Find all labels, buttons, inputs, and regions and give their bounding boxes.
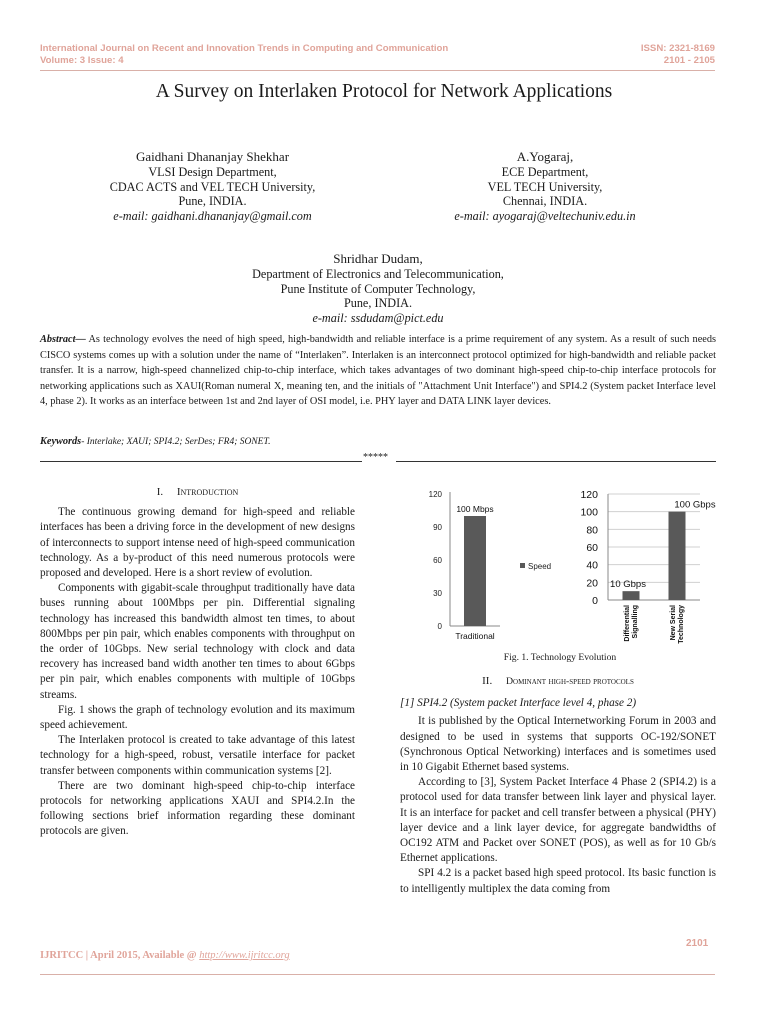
paragraph: The Interlaken protocol is created to take advantage of this latest technology for a high-speed, robust, versatile interface for packet transfer between components within communication systems [2]. <box>40 734 355 777</box>
page-number: 2101 <box>686 938 709 949</box>
footer <box>40 950 290 961</box>
author-email: e-mail: ayogaraj@veltechuniv.edu.in <box>454 209 636 224</box>
chart-serial-technology <box>580 489 715 644</box>
legend-swatch <box>520 563 525 568</box>
section-heading-1 <box>40 485 355 500</box>
x-tick-label <box>624 605 639 642</box>
paper-title: A Survey on Interlaken Protocol for Network Applications <box>155 81 613 102</box>
figure-caption: Fig. 1. Technology Evolution <box>503 652 617 663</box>
abstract-text: As technology evolves the need of high speed, high-bandwidth and reliable interface is a prime requirement of any system. As a result of such needs CISCO systems comes up with a solution under the name of “Interlaken”. Interlaken is an interconnect protocol optimized for high-bandwidth and reliable packet transfer. It is a narrow, high-speed channelized chip-to-chip interface, which takes advantages of two dominant high-speed chip-to-chip interface protocols for networking applications such as XAUI(Roman numeral X, meaning ten, and the initials of "Attachment Unit Interface") and SPI4.2 (System packet Interface level 4, phase 2). It works as an interface between 1st and 2nd layer of OSI model, i.e. PHY layer and DATA LINK layer devices. <box>40 334 716 408</box>
y-tick-label: 40 <box>586 559 598 572</box>
data-label: 10 Gbps <box>610 579 646 591</box>
bar <box>623 591 640 600</box>
author-name: Shridhar Dudam, <box>333 251 423 266</box>
y-tick-label: 0 <box>437 622 442 631</box>
x-tick-label-line: Differential <box>624 605 631 642</box>
keywords <box>40 436 270 447</box>
y-tick-label: 60 <box>586 542 598 554</box>
author-block-1 <box>70 150 355 224</box>
y-tick-label: 0 <box>592 595 598 607</box>
author-affiliation: Pune, INDIA. <box>343 296 413 311</box>
legend-label: Speed <box>528 562 552 571</box>
author-affiliation: Chennai, INDIA. <box>502 194 588 209</box>
author-affiliation: ECE Department, <box>501 164 589 179</box>
subsection-heading: [1] SPI4.2 (System packet Interface level 4, phase 2) <box>400 697 637 710</box>
section-title: Introduction <box>176 486 239 498</box>
journal-link[interactable]: http://www.ijritcc.org <box>199 950 290 961</box>
paragraph: SPI 4.2 is a packet based high speed protocol. Its basic function is to intelligently multiplex the data coming from <box>400 867 716 895</box>
paragraph: The continuous growing demand for high-speed and reliable interfaces has been a driving force in the development of new designs of interconnects to support intense need of high-speed communication technology. As a by-product of this need numerous protocols were proposed and developed. Here is a short review of evolution. <box>40 506 355 580</box>
figure-1-charts <box>400 482 720 650</box>
issn: ISSN: 2321-8169 <box>640 43 715 54</box>
y-tick-label: 30 <box>433 589 442 598</box>
separator-line-left <box>40 461 362 462</box>
separator-line-right <box>396 461 716 462</box>
x-tick-label-line: New Serial <box>670 605 677 641</box>
paragraph: Components with gigabit-scale throughput traditionally have data buses running about 100Mbps per pin. Differential signaling technology has increased this bandwidth almost ten times, to about 800Mbps per pin pair, which enables components with throughput on the order of 10Gbps. New serial technology with clock and data recovery has increased band width another ten times to about 6Gbps per pin pair, which enables components with multiple of 10Gbps streams. <box>40 582 355 701</box>
y-tick-label: 90 <box>433 523 442 532</box>
author-affiliation: Department of Electronics and Telecommunication, <box>252 266 504 281</box>
section-heading-2 <box>400 674 716 689</box>
right-column <box>400 674 716 897</box>
x-tick-label-line: Signalling <box>632 605 639 639</box>
y-tick-label: 120 <box>580 489 598 501</box>
keywords-text: - Interlake; XAUI; SPI4.2; SerDes; FR4; SONET. <box>81 437 271 447</box>
author-email: e-mail: ssdudam@pict.edu <box>312 311 444 326</box>
author-block-2 <box>430 150 660 224</box>
y-tick-label: 120 <box>428 490 442 499</box>
bar <box>669 512 686 600</box>
page-range: 2101 - 2105 <box>663 55 715 66</box>
author-affiliation: Pune, INDIA. <box>178 194 247 209</box>
author-block-3 <box>200 252 556 326</box>
data-label: 100 Gbps <box>674 499 716 511</box>
y-tick-label: 20 <box>586 577 598 590</box>
paragraph: According to [3], System Packet Interface 4 Phase 2 (SPI4.2) is a protocol used for data transfer between link layer and physical layer. It is an interface for packet and cell transfer between a physical (PHY) layer device and a link layer device, for aggregate bandwidths of OC192 ATM and Packet over SONET (POS), as well as for 10 Gb/s Ethernet applications. <box>400 776 716 865</box>
x-tick-label-line: Technology <box>678 605 685 644</box>
y-tick-label: 100 <box>580 506 598 519</box>
author-affiliation: VEL TECH University, <box>487 179 603 194</box>
paragraph: Fig. 1 shows the graph of technology evolution and its maximum speed achievement. <box>40 703 355 732</box>
bar <box>464 516 486 626</box>
data-label: 100 Mbps <box>456 504 494 514</box>
section-number: II. <box>482 675 493 687</box>
author-affiliation: Pune Institute of Computer Technology, <box>280 281 476 296</box>
x-tick-label: Traditional <box>455 631 495 641</box>
section-title: Dominant high-speed protocols <box>505 676 634 687</box>
journal-name: International Journal on Recent and Innovation Trends in Computing and Communication <box>40 43 449 54</box>
keywords-label: Keywords <box>40 436 82 447</box>
y-tick-label: 80 <box>586 524 598 537</box>
left-column <box>40 485 355 840</box>
footer-text: IJRITCC | April 2015, Available @ <box>40 950 200 961</box>
paragraph: It is published by the Optical Internetworking Forum in 2003 and designed to be used in systems that supports OC-192/SONET (Synchronous Optical Networking) interfaces and is sometimes used in 10 Gigabit Ethernet based systems. <box>400 715 716 774</box>
header-rule <box>40 70 715 71</box>
abstract-label: Abstract— <box>40 334 86 345</box>
y-tick-label: 60 <box>433 556 442 565</box>
author-name: Gaidhani Dhananjay Shekhar <box>135 149 290 164</box>
author-affiliation: CDAC ACTS and VEL TECH University, <box>109 179 316 194</box>
chart-traditional <box>429 490 552 641</box>
separator-stars: ***** <box>363 452 388 463</box>
author-name: A.Yogaraj, <box>516 149 574 164</box>
paragraph: There are two dominant high-speed chip-to-chip interface protocols for networking applications XAUI and SPI4.2.In the following sections brief information regarding these dominant protocols are given. <box>40 779 355 838</box>
volume-issue: Volume: 3 Issue: 4 <box>40 55 124 66</box>
section-number: I. <box>156 486 164 498</box>
footer-rule <box>40 974 715 975</box>
author-email: e-mail: gaidhani.dhananjay@gmail.com <box>113 209 312 224</box>
section-separator <box>40 452 716 466</box>
author-affiliation: VLSI Design Department, <box>148 164 277 179</box>
x-tick-label <box>670 605 685 644</box>
abstract <box>40 332 716 410</box>
